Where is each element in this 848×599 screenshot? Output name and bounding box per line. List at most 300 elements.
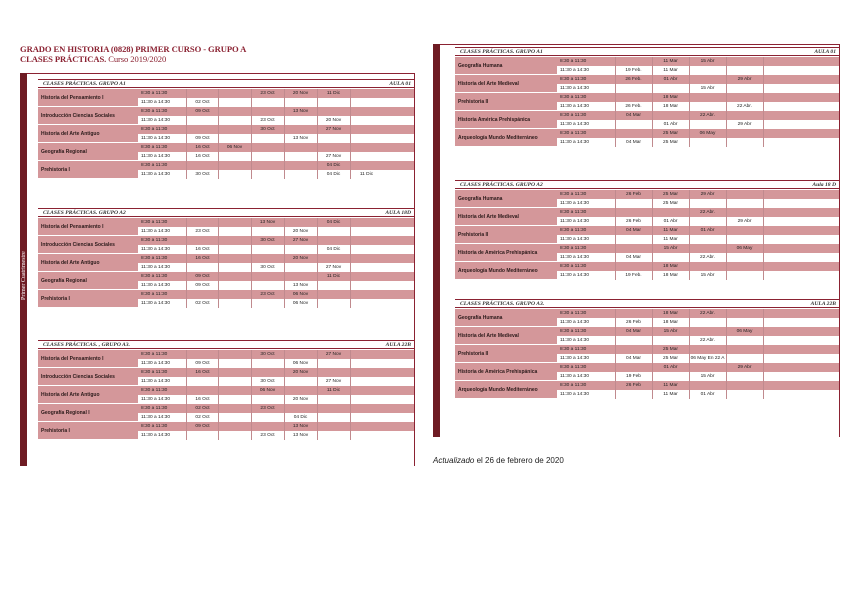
- cell-divider: [689, 199, 690, 208]
- table-row: [557, 75, 839, 84]
- subject-name: Geografía Regional: [38, 272, 138, 290]
- cell-divider: [218, 395, 219, 404]
- date-cell: 02 Oct: [195, 405, 210, 411]
- cell-divider: [218, 404, 219, 413]
- cell-divider: [284, 98, 285, 107]
- cell-divider: [350, 89, 351, 98]
- block-title: CLASES PRÁCTICAS. , GRUPO A3.: [43, 341, 130, 348]
- cell-divider: [726, 129, 727, 138]
- date-cell: 22 Abr.: [700, 254, 715, 260]
- cell-divider: [763, 235, 764, 244]
- cell-divider: [726, 262, 727, 271]
- time-slot: 11:30 a 14:30: [141, 414, 170, 420]
- cell-divider: [186, 377, 187, 386]
- table-row: [557, 262, 839, 271]
- date-cell: 06 May: [736, 245, 753, 251]
- time-slot: 8:30 a 11:30: [141, 219, 168, 225]
- table-row: [557, 57, 839, 66]
- cell-divider: [218, 281, 219, 290]
- cell-divider: [251, 281, 252, 290]
- date-cell: 29 Abr: [737, 121, 752, 127]
- block-title: CLASES PRÁCTICAS. GRUPO A3.: [460, 300, 545, 307]
- block-header: [455, 180, 839, 189]
- date-cell: 18 Mar: [663, 319, 678, 325]
- cell-divider: [763, 262, 764, 271]
- cell-divider: [652, 84, 653, 93]
- time-slot: 11:30 a 14:30: [141, 360, 170, 366]
- time-slot: 11:30 a 14:30: [560, 355, 589, 361]
- cell-divider: [218, 290, 219, 299]
- time-slot: 11:30 a 14:30: [141, 282, 170, 288]
- cell-divider: [726, 208, 727, 217]
- time-slot: 11:30 a 14:30: [141, 171, 170, 177]
- cell-divider: [186, 161, 187, 170]
- cell-divider: [251, 359, 252, 368]
- date-cell: 02 Oct: [195, 300, 210, 306]
- date-cell: 16 Oct: [195, 144, 210, 150]
- date-cell: 11 Dic: [326, 387, 341, 393]
- time-slot: 11:30 a 14:30: [141, 99, 170, 105]
- cell-divider: [615, 208, 616, 217]
- cell-divider: [615, 262, 616, 271]
- cell-divider: [726, 93, 727, 102]
- table-row: [557, 111, 839, 120]
- cell-divider: [251, 107, 252, 116]
- cell-divider: [763, 138, 764, 147]
- cell-divider: [726, 271, 727, 280]
- date-cell: 27 Nov: [325, 351, 342, 357]
- cell-divider: [284, 170, 285, 179]
- cell-divider: [186, 350, 187, 359]
- cell-divider: [218, 359, 219, 368]
- date-cell: 09 Oct: [195, 360, 210, 366]
- subject-name: Historia del Arte Medieval: [455, 327, 557, 345]
- cell-divider: [350, 359, 351, 368]
- cell-divider: [652, 208, 653, 217]
- block-title: CLASES PRÁCTICAS. GRUPO A2: [43, 209, 126, 216]
- table-row: [557, 138, 839, 147]
- time-slot: 8:30 a 11:30: [560, 112, 587, 118]
- cell-divider: [284, 143, 285, 152]
- time-slot: 8:30 a 11:30: [560, 346, 587, 352]
- cell-divider: [350, 350, 351, 359]
- table-row: [138, 245, 414, 254]
- table-row: [138, 125, 414, 134]
- cell-divider: [251, 227, 252, 236]
- date-cell: 04 Dic: [293, 414, 308, 420]
- date-cell: 20 Nov: [292, 255, 309, 261]
- subject-name: Arqueología Mundo Mediterráneo: [455, 381, 557, 399]
- date-cell: 19 Feb.: [625, 67, 642, 73]
- cell-divider: [350, 422, 351, 431]
- date-cell: 30 Oct: [260, 378, 275, 384]
- date-cell: 04 Mar: [626, 355, 641, 361]
- block-title: CLASES PRÁCTICAS. GRUPO A1: [460, 48, 543, 55]
- subject-name: Prehistoria I: [38, 161, 138, 179]
- cell-divider: [652, 253, 653, 262]
- table-row: [138, 386, 414, 395]
- left-block-3: [38, 340, 414, 440]
- date-cell: 01 Abr: [663, 218, 678, 224]
- cell-divider: [763, 66, 764, 75]
- time-slot: 11:30 a 14:30: [560, 373, 589, 379]
- cell-divider: [615, 336, 616, 345]
- time-slot: 11:30 a 14:30: [141, 135, 170, 141]
- date-cell: 06 Nov: [292, 300, 309, 306]
- cell-divider: [317, 98, 318, 107]
- date-cell: 23 Oct: [260, 117, 275, 123]
- cell-divider: [350, 254, 351, 263]
- date-cell: 11 Mar: [663, 382, 678, 388]
- cell-divider: [689, 244, 690, 253]
- cell-divider: [726, 111, 727, 120]
- date-cell: 23 Oct: [260, 291, 275, 297]
- date-cell: 04 Dic: [326, 171, 341, 177]
- cell-divider: [218, 431, 219, 440]
- cell-divider: [350, 152, 351, 161]
- cell-divider: [317, 227, 318, 236]
- date-cell: 27 Nov: [325, 153, 342, 159]
- table-row: [557, 363, 839, 372]
- header-subtitle-rest: Curso 2019/2020: [106, 54, 167, 64]
- cell-divider: [251, 245, 252, 254]
- cell-divider: [689, 102, 690, 111]
- time-slot: 8:30 a 11:30: [141, 291, 168, 297]
- cell-divider: [350, 125, 351, 134]
- table-row: [138, 290, 414, 299]
- cell-divider: [317, 413, 318, 422]
- cell-divider: [652, 372, 653, 381]
- block-header: [455, 47, 839, 56]
- subject-name: Prehistoria II: [455, 93, 557, 111]
- time-slot: 8:30 a 11:30: [141, 162, 168, 168]
- date-cell: 16 Oct: [195, 396, 210, 402]
- cell-divider: [350, 290, 351, 299]
- date-cell: 01 Abr: [700, 391, 715, 397]
- cell-divider: [689, 93, 690, 102]
- cell-divider: [689, 363, 690, 372]
- table-row: [138, 161, 414, 170]
- table-row: [138, 107, 414, 116]
- cell-divider: [186, 386, 187, 395]
- cell-divider: [615, 84, 616, 93]
- date-cell: 04 Dic: [326, 219, 341, 225]
- date-cell: 02 Oct: [195, 414, 210, 420]
- subject-name: Introducción Ciencias Sociales: [38, 107, 138, 125]
- cell-divider: [763, 217, 764, 226]
- date-cell: 13 Nov: [292, 108, 309, 114]
- cell-divider: [218, 170, 219, 179]
- cell-divider: [350, 386, 351, 395]
- time-slot: 11:30 a 14:30: [141, 228, 170, 234]
- updated-date: el 26 de febrero de 2020: [474, 456, 564, 465]
- subject-name: Historia del Arte Antiguo: [38, 386, 138, 404]
- date-cell: 16 Oct: [195, 255, 210, 261]
- table-row: [138, 395, 414, 404]
- cell-divider: [284, 245, 285, 254]
- date-cell: 29 Abr: [737, 76, 752, 82]
- time-slot: 8:30 a 11:30: [141, 144, 168, 150]
- cell-divider: [763, 84, 764, 93]
- date-cell: 27 Nov: [325, 264, 342, 270]
- cell-divider: [763, 190, 764, 199]
- cell-divider: [251, 299, 252, 308]
- date-cell: 15 Abr: [700, 272, 715, 278]
- subject-name: Prehistoria I: [38, 290, 138, 308]
- cell-divider: [218, 98, 219, 107]
- time-slot: 11:30 a 14:30: [560, 272, 589, 278]
- block-header: [38, 340, 414, 349]
- cell-divider: [726, 66, 727, 75]
- cell-divider: [284, 125, 285, 134]
- cell-divider: [726, 309, 727, 318]
- table-row: [557, 327, 839, 336]
- table-row: [557, 345, 839, 354]
- cell-divider: [251, 272, 252, 281]
- cell-divider: [284, 161, 285, 170]
- cell-divider: [726, 226, 727, 235]
- cell-divider: [251, 143, 252, 152]
- date-cell: 13 Nov: [259, 219, 276, 225]
- table-row: [138, 134, 414, 143]
- cell-divider: [763, 363, 764, 372]
- date-cell: 22 Abr.: [700, 112, 715, 118]
- cell-divider: [763, 120, 764, 129]
- cell-divider: [218, 377, 219, 386]
- cell-divider: [317, 422, 318, 431]
- date-cell: 30 Oct: [260, 237, 275, 243]
- cell-divider: [317, 299, 318, 308]
- cell-divider: [726, 354, 727, 363]
- time-slot: 11:30 a 14:30: [560, 236, 589, 242]
- date-cell: 26 Feb.: [625, 76, 642, 82]
- cell-divider: [186, 218, 187, 227]
- subject-name: Geografía Humana: [455, 57, 557, 75]
- date-cell: 23 Oct: [195, 228, 210, 234]
- cell-divider: [763, 129, 764, 138]
- date-cell: 11 Mar: [663, 236, 678, 242]
- date-cell: 04 Mar: [626, 254, 641, 260]
- cell-divider: [763, 93, 764, 102]
- time-slot: 11:30 a 14:30: [560, 254, 589, 260]
- date-cell: 18 Mar: [663, 94, 678, 100]
- date-cell: 20 Nov: [292, 228, 309, 234]
- table-row: [557, 226, 839, 235]
- time-slot: 8:30 a 11:30: [141, 387, 168, 393]
- block-header: [38, 79, 414, 88]
- cell-divider: [218, 152, 219, 161]
- date-cell: 18 Mar: [663, 272, 678, 278]
- header-subtitle: [20, 54, 246, 64]
- cell-divider: [763, 226, 764, 235]
- cell-divider: [218, 236, 219, 245]
- cell-divider: [763, 381, 764, 390]
- cell-divider: [350, 263, 351, 272]
- cell-divider: [251, 413, 252, 422]
- subject-name: Geografía Regional I: [38, 404, 138, 422]
- table-row: [557, 271, 839, 280]
- cell-divider: [317, 368, 318, 377]
- cell-divider: [284, 404, 285, 413]
- table-row: [138, 218, 414, 227]
- date-cell: 06 Nov: [292, 291, 309, 297]
- cell-divider: [350, 272, 351, 281]
- date-cell: 16 Oct: [195, 369, 210, 375]
- date-cell: 30 Oct: [260, 126, 275, 132]
- subject-name: Prehistoria I: [38, 422, 138, 440]
- cell-divider: [763, 102, 764, 111]
- subject-name: Historia de América Prehispánica: [455, 244, 557, 262]
- block-room: AULA 18D: [385, 209, 411, 216]
- subject-name: Geografía Humana: [455, 309, 557, 327]
- cell-divider: [251, 98, 252, 107]
- date-cell: 16 Oct: [195, 153, 210, 159]
- header-subtitle-bold: CLASES PRÁCTICAS.: [20, 54, 107, 64]
- date-cell: 04 Dic: [326, 162, 341, 168]
- time-slot: 8:30 a 11:30: [560, 76, 587, 82]
- cell-divider: [689, 318, 690, 327]
- right-block-1: [455, 47, 839, 147]
- time-slot: 8:30 a 11:30: [141, 90, 168, 96]
- cell-divider: [186, 431, 187, 440]
- time-slot: 8:30 a 11:30: [560, 245, 587, 251]
- table-row: [138, 350, 414, 359]
- table-row: [557, 93, 839, 102]
- cell-divider: [689, 75, 690, 84]
- table-row: [138, 227, 414, 236]
- table-row: [138, 254, 414, 263]
- date-cell: 01 Abr: [663, 364, 678, 370]
- subject-name: Historia del Arte Antiguo: [38, 125, 138, 143]
- cell-divider: [615, 120, 616, 129]
- cell-divider: [350, 227, 351, 236]
- date-cell: 23 Oct: [260, 432, 275, 438]
- cell-divider: [615, 390, 616, 399]
- time-slot: 11:30 a 14:30: [141, 432, 170, 438]
- cell-divider: [763, 57, 764, 66]
- cell-divider: [251, 134, 252, 143]
- subject-name: Geografía Humana: [455, 190, 557, 208]
- time-slot: 11:30 a 14:30: [560, 319, 589, 325]
- date-cell: 01 Abr: [663, 76, 678, 82]
- cell-divider: [218, 89, 219, 98]
- cell-divider: [350, 377, 351, 386]
- table-row: [138, 281, 414, 290]
- cell-divider: [317, 431, 318, 440]
- table-row: [138, 236, 414, 245]
- cell-divider: [186, 116, 187, 125]
- cell-divider: [350, 134, 351, 143]
- block-room: Aula 18 D: [812, 181, 836, 188]
- cell-divider: [317, 107, 318, 116]
- time-slot: 8:30 a 11:30: [560, 328, 587, 334]
- date-cell: 11 Mar: [663, 58, 678, 64]
- date-cell: 16 Oct: [195, 246, 210, 252]
- table-row: [138, 377, 414, 386]
- date-cell: 25 Mar: [663, 139, 678, 145]
- date-cell: 29 Abr: [700, 191, 715, 197]
- cell-divider: [763, 199, 764, 208]
- table-row: [138, 116, 414, 125]
- block-room: AULA 22B: [810, 300, 836, 307]
- table-row: [557, 253, 839, 262]
- cell-divider: [251, 368, 252, 377]
- subject-name: Prehistoria II: [455, 345, 557, 363]
- document-header: [20, 44, 246, 64]
- cell-divider: [615, 244, 616, 253]
- cell-divider: [689, 235, 690, 244]
- table-row: [557, 84, 839, 93]
- time-slot: 11:30 a 14:30: [560, 337, 589, 343]
- table-row: [557, 381, 839, 390]
- left-sidebar-label: Primer Cuatrimestre: [21, 251, 27, 300]
- cell-divider: [763, 318, 764, 327]
- date-cell: 02 Oct: [195, 99, 210, 105]
- date-cell: 13 Nov: [292, 423, 309, 429]
- cell-divider: [284, 263, 285, 272]
- time-slot: 11:30 a 14:30: [560, 121, 589, 127]
- time-slot: 11:30 a 14:30: [560, 85, 589, 91]
- subject-name: Historia América Prehispánica: [455, 111, 557, 129]
- cell-divider: [350, 404, 351, 413]
- time-slot: 8:30 a 11:30: [141, 405, 168, 411]
- subject-name: Historia del Pensamiento I: [38, 218, 138, 236]
- block-header: [455, 299, 839, 308]
- cell-divider: [726, 345, 727, 354]
- time-slot: 8:30 a 11:30: [560, 130, 587, 136]
- cell-divider: [284, 218, 285, 227]
- cell-divider: [218, 413, 219, 422]
- cell-divider: [186, 290, 187, 299]
- date-cell: 01 Abr: [663, 121, 678, 127]
- cell-divider: [350, 299, 351, 308]
- date-cell: 06 Nov: [292, 360, 309, 366]
- subject-name: Historia del Arte Medieval: [455, 75, 557, 93]
- date-cell: 27 Nov: [325, 378, 342, 384]
- table-row: [138, 143, 414, 152]
- table-row: [557, 235, 839, 244]
- cell-divider: [218, 227, 219, 236]
- cell-divider: [763, 309, 764, 318]
- table-row: [557, 244, 839, 253]
- time-slot: 11:30 a 14:30: [560, 200, 589, 206]
- right-sidebar-label: Segundo Cuatrimestre: [441, 224, 447, 278]
- cell-divider: [726, 336, 727, 345]
- date-cell: 04 Dic: [326, 246, 341, 252]
- cell-divider: [763, 327, 764, 336]
- table-row: [138, 299, 414, 308]
- cell-divider: [763, 336, 764, 345]
- table-row: [557, 208, 839, 217]
- table-row: [557, 336, 839, 345]
- time-slot: 8:30 a 11:30: [560, 310, 587, 316]
- cell-divider: [350, 236, 351, 245]
- table-row: [138, 263, 414, 272]
- table-row: [557, 102, 839, 111]
- cell-divider: [652, 111, 653, 120]
- date-cell: 04 Mar: [626, 227, 641, 233]
- cell-divider: [218, 125, 219, 134]
- table-row: [557, 190, 839, 199]
- date-cell: 20 Nov: [292, 369, 309, 375]
- cell-divider: [726, 253, 727, 262]
- date-cell: 30 Oct: [260, 351, 275, 357]
- date-cell: 22 Abr.: [700, 337, 715, 343]
- date-cell: 11 Dic: [359, 171, 374, 177]
- date-cell: 23 Oct: [260, 405, 275, 411]
- cell-divider: [251, 254, 252, 263]
- date-cell: 26 Feb: [626, 191, 641, 197]
